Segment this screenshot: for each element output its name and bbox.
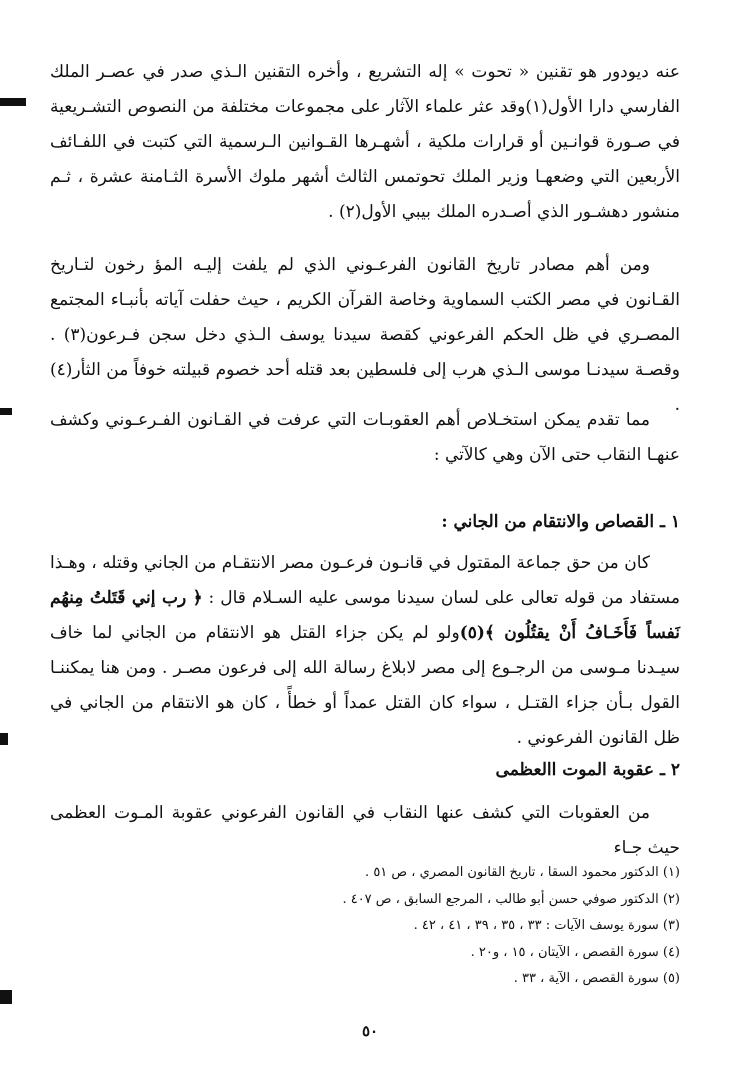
footnote-item: (٢) الدكتور صوفي حسن أبو طالب ، المرجع السابق ، ص ٤٠٧ . (342, 891, 680, 907)
paragraph-intro-punishments (50, 403, 680, 473)
footnote-item: (١) الدكتور محمود السقا ، تاريخ القانون المصري ، ص ٥١ . (365, 865, 680, 880)
section-heading-death-penalty: ٢ ـ عقوبة الموت االعظمى (495, 760, 680, 780)
paragraph-text-part: ولو لم يكن جزاء القتل هو الانتقام من الجاني لما خاف سيـدنا مـوسى من الرجـوع إلى مصر لابلاغ رسالة الله إلى فرعون مصـر . ومن هنا يمكننـا القول بـأن جزاء القتـل ، سواء كان القتل عمداً أو خطأً ، كان هو الانتقام من الجاني في ظل القانون الفرعوني . (50, 623, 680, 748)
paragraph-text: ومن أهم مصادر تاريخ القانون الفرعـوني الذي لم يلفت إليـه المؤ رخون لتـاريخ القـانون في مصر الكتب السماوية وخاصة القرآن الكريم ، حيث حفلت آياته بأنبـاء المجتمع المصـري في ظل الحكم الفرعوني كقصة سيدنا يوسف الـذي دخل سجن فـرعون(٣) . وقصـة سيدنـا موسى الـذي هرب إلى فلسطين بعد قتله أحد خصوم قبيلته خوفاً من الثأر(٤) . (50, 255, 680, 415)
scan-edge-mark (0, 408, 12, 415)
paragraph-death-penalty (50, 796, 680, 866)
scan-edge-mark (0, 733, 8, 745)
quran-quote: ﴿ رب إني قَتَلتُ مِنهُم نَفساً فَأَخَـافُ أَنْ يقتُلُون ﴾(٥) (50, 588, 680, 643)
paragraph-text: مما تقدم يمكن استخـلاص أهم العقوبـات التي عرفت في القـانون الفـرعـوني وكشف عنهـا النقاب حتى الآن وهي كالآتي : (50, 410, 680, 465)
paragraph-text: من العقوبات التي كشف عنها النقاب في القانون الفرعوني عقوبة المـوت العظمى حيث جـاء (50, 803, 680, 858)
paragraph-text (50, 546, 680, 756)
scan-edge-mark (0, 990, 12, 1004)
paragraph-text: عنه ديودور هو تقنين « تحوت » إله التشريع ، وأخره التقنين الـذي صدر في عصـر الملك الفارسي دارا الأول(١)وقد عثر علماء الآثار على مجموعات مختلفة من النصوص التشـريعية في صـورة قوانـين أو قرارات ملكية ، أشهـرها القـوانين الـرسمية التي كتبت في اللفـائف الأربعين التي وضعهـا وزير الملك تحوتمس الثالث أشهر ملوك الأسرة الثـامنة عشرة ، ثـم منشور دهشـور الذي أصـدره الملك بيبي الأول(٢) . (50, 62, 680, 222)
scan-edge-mark (0, 98, 26, 106)
footnote-item: (٣) سورة يوسف الآيات : ٣٣ ، ٣٥ ، ٣٩ ، ٤١ ، ٤٢ . (413, 918, 680, 933)
paragraph-retaliation (50, 546, 680, 756)
page-number: ٥٠ (361, 1022, 379, 1040)
section-heading-retaliation: ١ ـ القصاص والانتقام من الجاني : (441, 512, 680, 532)
footnote-item: (٤) سورة القصص ، الآيتان ، ١٥ ، و٢٠ . (470, 944, 680, 960)
footnotes (250, 860, 680, 993)
paragraph-quran-sources (50, 248, 680, 423)
paragraph-sources (50, 55, 680, 230)
footnote-item: (٥) سورة القصص ، الآية ، ٣٣ . (513, 971, 680, 986)
paragraph-text-part: كان من حق جماعة المقتول في قانـون فرعـون مصر الانتقـام من الجاني وقتله ، وهـذا مستفاد من قوله تعالى على لسان سيدنا موسى عليه السـلام قال : (50, 553, 680, 608)
